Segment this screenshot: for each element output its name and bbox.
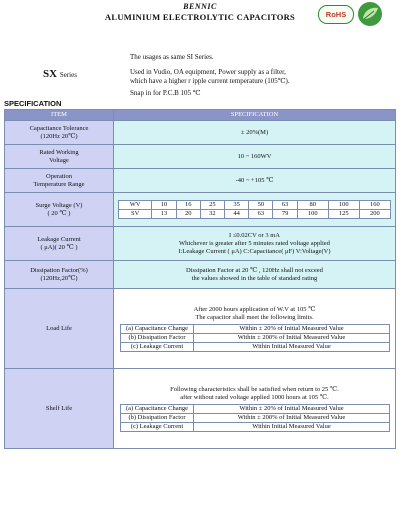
rated-voltage-value: 10 ~ 160WV: [114, 145, 396, 169]
shelf-life-caption: Following characteristics shall be satisfied when return to 25 ℃. after without rated voltage applied 1000 hours at 105 ℃.: [170, 385, 339, 401]
leakage-value: I ≤0.02CV or 3 mA Whichever is greater after 5 minutes rated voltage applied I:Leakage Current ( μA) C:Capacitance( μF) V:Voltage(V): [114, 227, 396, 261]
wv-cell: 25: [200, 201, 224, 210]
green-leaf-logo: [357, 1, 383, 27]
cap-tol-value: ± 20%(M): [114, 121, 396, 145]
shelf-life-limits: (a) Capacitance Change Within ± 20% of Initial Measured Value (b) Dissipation Factor Within ± 200% of Initial Measured Value (c) Leakage Current Within Initial Measured Value: [120, 404, 390, 432]
rohs-logo: RoHS: [318, 5, 354, 24]
sv-cell: 63: [249, 210, 273, 219]
document-title: ALUMINIUM ELECTROLYTIC CAPACITORS: [104, 12, 296, 22]
sv-cell: 200: [359, 210, 390, 219]
op-temp-label: Operation Temperature Range: [5, 169, 114, 193]
load-life-caption: After 2000 hours application of W.V at 105 ℃ The capacitor shall meet the following limits.: [193, 305, 316, 321]
sv-cell: 13: [152, 210, 176, 219]
specification-heading: SPECIFICATION: [4, 99, 62, 108]
sv-cell: 32: [200, 210, 224, 219]
surge-voltage-label: Surge Voltage (V) ( 20 ℃ ): [5, 193, 114, 227]
col-item-header: ITEM: [5, 110, 114, 121]
series-label: Series: [59, 71, 77, 79]
dissipation-value: Dissipation Factor at 20 ℃ , 120Hz shall not exceed the values showed in the table of standard rating: [114, 261, 396, 289]
desc-line-2: Used in Vudio, OA equipment, Power supply as a filter,: [130, 68, 286, 76]
series-title: [43, 68, 77, 80]
sv-cell: 20: [176, 210, 200, 219]
wv-cell: 16: [176, 201, 200, 210]
shelf-life-label: Shelf Life: [5, 369, 114, 449]
wv-label: WV: [119, 201, 152, 210]
wv-cell: 63: [273, 201, 297, 210]
wv-cell: 10: [152, 201, 176, 210]
desc-line-3: which have a higher r ipple current temperature (105℃).: [130, 77, 290, 85]
leakage-label: Leakage Current ( μA)( 20 ℃ ): [5, 227, 114, 261]
sv-cell: 125: [328, 210, 359, 219]
sv-label: SV: [119, 210, 152, 219]
surge-voltage-grid: [118, 200, 391, 219]
wv-cell: 160: [359, 201, 390, 210]
sv-cell: 100: [297, 210, 328, 219]
specification-table: [4, 109, 396, 449]
desc-line-1: The usages as same SI Series.: [130, 53, 214, 61]
wv-cell: 100: [328, 201, 359, 210]
rated-voltage-label: Rated Working Voltage: [5, 145, 114, 169]
col-spec-header: SPECIFICATION: [114, 110, 396, 121]
dissipation-label: Dissipation Factor(%) (120Hz,20℃): [5, 261, 114, 289]
wv-cell: 50: [249, 201, 273, 210]
op-temp-value: -40 ~ +105 ℃: [114, 169, 396, 193]
wv-cell: 35: [225, 201, 249, 210]
desc-line-4: Snap in for P.C.B 105 ℃: [130, 89, 201, 97]
brand-name: BENNIC: [183, 2, 217, 11]
load-life-label: Load Life: [5, 289, 114, 369]
cap-tol-label: Capacitance Tolerance (120Hz 20℃): [5, 121, 114, 145]
sv-cell: 79: [273, 210, 297, 219]
wv-cell: 80: [297, 201, 328, 210]
load-life-limits: (a) Capacitance Change Within ± 20% of Initial Measured Value (b) Dissipation Factor Within ± 200% of Initial Measured Value (c) Leakage Current Within Initial Measured Value: [120, 324, 390, 352]
series-code: SX: [43, 68, 58, 80]
sv-cell: 44: [225, 210, 249, 219]
